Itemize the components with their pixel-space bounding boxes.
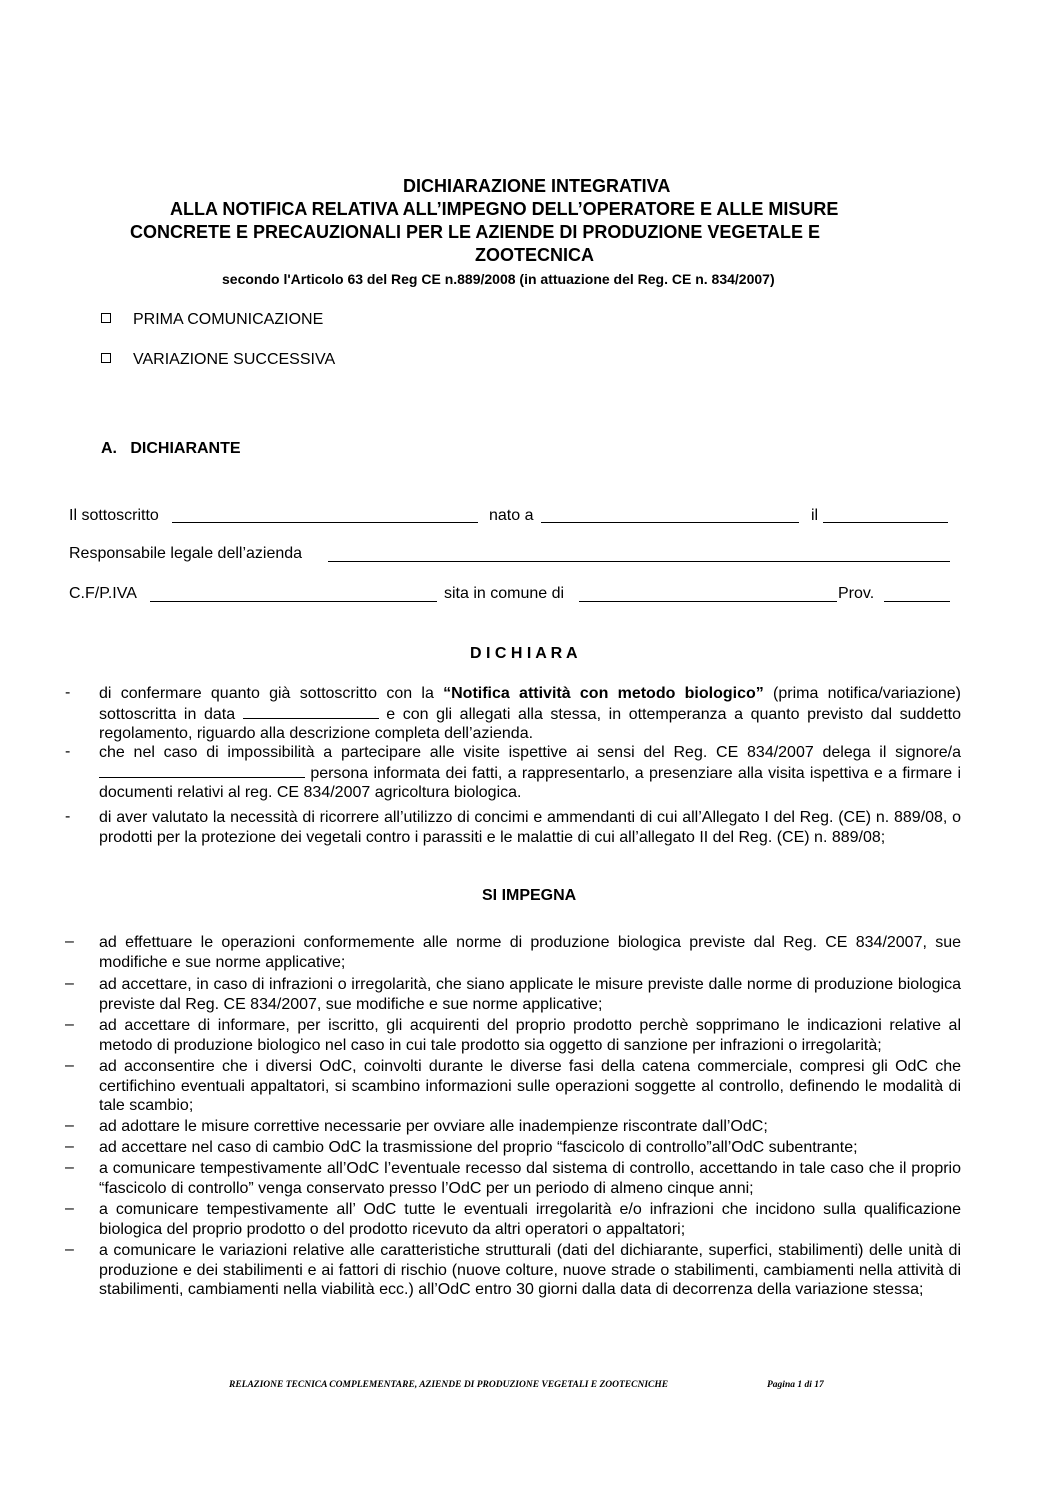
il-field[interactable] [823, 522, 948, 523]
cf-field[interactable] [150, 601, 437, 602]
responsabile-label: Responsabile legale dell’azienda [69, 545, 303, 562]
option-label: PRIMA COMUNICAZIONE [133, 311, 324, 328]
sottoscritto-label: Il sottoscritto [69, 507, 159, 524]
section-a-title: A. DICHIARANTE [101, 440, 241, 457]
footer-page-number: Pagina 1 di 17 [767, 1380, 824, 1390]
dichiara-item-1-text: di confermare quanto già sottoscritto con la [99, 685, 444, 702]
bullet-dash: - [65, 743, 71, 760]
option-label: VARIAZIONE SUCCESSIVA [133, 351, 336, 368]
impegna-item: ad adottare le misure correttive necessarie per ovviare alle inadempienze riscontrate dall’OdC; [99, 1118, 768, 1135]
bullet-dash: – [65, 1057, 74, 1074]
dichiara-item-2-text-2: persona informata dei fatti, a rappresentarlo, a presenziare alla visita ispettiva e a firmare i documenti relativi al reg. CE 834/2007 agricoltura biologica. [99, 764, 961, 801]
dichiara-item-2 [99, 743, 961, 803]
title-line-2: ALLA NOTIFICA RELATIVA ALL’IMPEGNO DELL’OPERATORE E ALLE MISURE [170, 199, 839, 219]
title-line-1: DICHIARAZIONE INTEGRATIVA [403, 176, 671, 196]
bullet-dash: – [65, 933, 74, 950]
bullet-dash: – [65, 1138, 74, 1155]
comune-label: sita in comune di [444, 585, 565, 602]
dichiara-item-2-text: che nel caso di impossibilità a partecipare alle visite ispettive ai sensi del Reg. CE 834/2007 delega il signore/a [99, 744, 961, 761]
il-label: il [811, 507, 819, 524]
option-variazione-successiva[interactable] [101, 351, 335, 369]
dichiara-item-3: di aver valutato la necessità di ricorrere all’utilizzo di concimi e ammendanti di cui all’Allegato I del Reg. (CE) n. 889/08, o prodotti per la protezione dei vegetali contro i parassiti e le malattie di cui all’allegato II del Reg. (CE) n. 889/08; [99, 809, 961, 846]
prov-field[interactable] [884, 601, 950, 602]
option-prima-comunicazione[interactable] [101, 311, 323, 329]
notifica-title: “Notifica attività con metodo biologico” [443, 685, 764, 702]
cf-label: C.F/P.IVA [69, 585, 137, 602]
impegna-item: ad acconsentire che i diversi OdC, coinvolti durante le diverse fasi della catena commerciale, compresi gli OdC che certifichino eventuali appaltatori, si scambino informazioni sulle operazioni soggette al controllo, definendo le modalità di tale scambio; [99, 1058, 961, 1114]
data-field[interactable] [243, 704, 379, 719]
checkbox-icon[interactable] [101, 313, 111, 323]
responsabile-field[interactable] [328, 561, 950, 562]
impegna-item: ad accettare di informare, per iscritto, gli acquirenti del proprio prodotto perchè sopprimano le indicazioni relative al metodo di produzione biologico nel caso in cui tale prodotto sia oggetto di sanzione per infrazioni o irregolarità; [99, 1017, 961, 1054]
title-line-4: ZOOTECNICA [475, 245, 594, 265]
dichiara-item-1-text-3: e con gli allegati alla stessa, in ottemperanza a quanto previsto dal suddetto regolamento, riguardo alla descrizione completa dell’azienda. [99, 705, 961, 742]
sottoscritto-field[interactable] [172, 522, 478, 523]
bullet-dash: – [65, 1117, 74, 1134]
dichiara-item-1-text-2: (prima notifica/variazione) sottoscritta in data [99, 685, 962, 723]
footer-doc-name: RELAZIONE TECNICA COMPLEMENTARE, AZIENDE DI PRODUZIONE VEGETALI E ZOOTECNICHE [229, 1380, 669, 1390]
subtitle: secondo l'Articolo 63 del Reg CE n.889/2008 (in attuazione del Reg. CE n. 834/2007) [222, 271, 775, 287]
impegna-item: ad effettuare le operazioni conformemente alle norme di produzione biologica previste dal Reg. CE 834/2007, sue modifiche e sue norme applicative; [99, 934, 961, 971]
bullet-dash: – [65, 1159, 74, 1176]
nato-label: nato a [489, 507, 534, 524]
comune-field[interactable] [579, 601, 837, 602]
impegna-item: ad accettare nel caso di cambio OdC la trasmissione del proprio “fascicolo di controllo”all’OdC subentrante; [99, 1139, 858, 1156]
checkbox-icon[interactable] [101, 353, 111, 363]
bullet-dash: – [65, 1200, 74, 1217]
bullet-dash: - [65, 808, 71, 825]
dichiara-title: D I C H I A R A [470, 645, 578, 662]
bullet-dash: – [65, 1016, 74, 1033]
bullet-dash: – [65, 1241, 74, 1258]
impegna-item: a comunicare tempestivamente all’ OdC tutte le eventuali irregolarità e/o infrazioni che incidono sulla qualificazione biologica del proprio prodotto o del prodotto ricevuto da altri operatori o appaltatori; [99, 1201, 961, 1238]
dichiara-item-1 [99, 684, 961, 744]
impegna-item: a comunicare le variazioni relative alle caratteristiche strutturali (dati del dichiarante, superfici, stabilimenti) delle unità di produzione e dei stabilimenti e ai fattori di rischio (nuove colture, nuove strade o stabilimenti, cambiamenti nella attività di stabilimenti, cambiamenti nella viabilità ecc.) all’OdC entro 30 giorni dalla data di decorrenza della variazione stessa; [99, 1242, 961, 1298]
title-line-3: CONCRETE E PRECAUZIONALI PER LE AZIENDE DI PRODUZIONE VEGETALE E [130, 222, 821, 242]
bullet-dash: – [65, 975, 74, 992]
signore-field[interactable] [99, 763, 305, 778]
bullet-dash: - [65, 684, 71, 701]
nato-field[interactable] [541, 522, 799, 523]
impegna-item: ad accettare, in caso di infrazioni o irregolarità, che siano applicate le misure previste dalle norme di produzione biologica previste dal Reg. CE 834/2007, sue modifiche e sue norme applicative; [99, 976, 961, 1013]
impegna-title: SI IMPEGNA [482, 887, 577, 904]
impegna-item: a comunicare tempestivamente all’OdC l’eventuale recesso dal sistema di controllo, accettando in tale caso che il proprio “fascicolo di controllo” venga conservato presso l’OdC per un periodo di almeno cinque anni; [99, 1160, 961, 1197]
prov-label: Prov. [838, 585, 875, 602]
